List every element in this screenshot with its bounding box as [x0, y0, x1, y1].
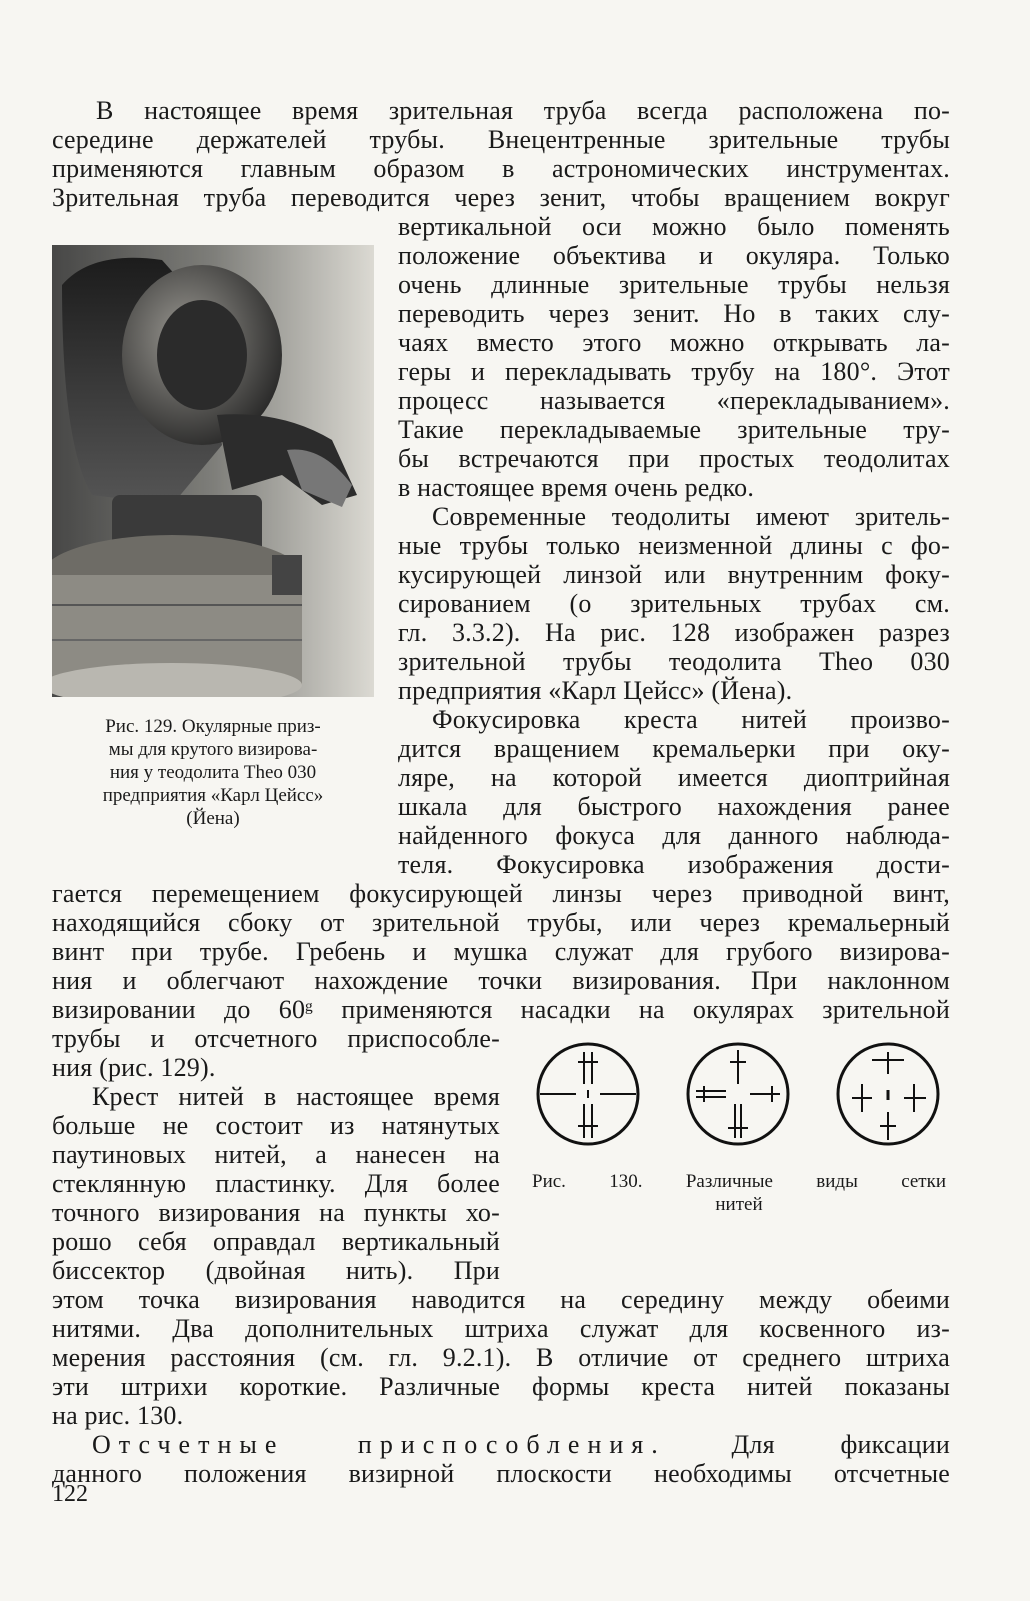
figure-129-caption-line: мы для крутого визирова-	[108, 739, 318, 760]
text-line: В настоящее время зрительная труба всегда расположена по-	[96, 96, 950, 125]
text-line: Крест нитей в настоящее время	[92, 1082, 500, 1111]
text-line: находящийся сбоку от зрительной трубы, или через кремальерный	[52, 908, 950, 937]
text-line: ния и облегчают нахождение точки визирования. При наклонном	[52, 966, 950, 995]
text-line: паутиновых нитей, а нанесен на	[52, 1140, 500, 1169]
text-line: Фокусировка креста нитей произво-	[432, 705, 950, 734]
figure-129-caption-line: ния у теодолита Theo 030	[109, 762, 317, 783]
text-line: ния (рис. 129).	[52, 1053, 216, 1082]
reticle-bisector	[538, 1044, 638, 1144]
text-line: ляре, на которой имеется диоптрийная	[398, 763, 950, 792]
section-text: Для фиксации	[731, 1430, 950, 1459]
text-line: шкала для быстрого нахождения ранее	[398, 792, 950, 821]
text-line: дится вращением кремальерки при оку-	[398, 734, 950, 763]
figure-130-caption-line: Рис. 130. Различные виды сетки	[532, 1171, 946, 1192]
text-line: мерения расстояния (см. гл. 9.2.1). В отличие от среднего штриха	[52, 1343, 950, 1372]
text-line: гл. 3.3.2). На рис. 128 изображен разрез	[398, 618, 950, 647]
text-line: очень длинные зрительные трубы нельзя	[398, 270, 950, 299]
text-line: визировании до 60ᵍ применяются насадки на окулярах зрительной	[52, 995, 950, 1024]
text-line: рошо себя оправдал вертикальный	[52, 1227, 500, 1256]
text-line: кусирующей линзой или внутренним фоку-	[398, 560, 950, 589]
text-line: Современные теодолиты имеют зритель-	[432, 502, 950, 531]
text-line: найденного фокуса для данного наблюда-	[398, 821, 950, 850]
text-line: винт при трубе. Гребень и мушка служат для грубого визирова-	[52, 937, 950, 966]
text-line: переводить через зенит. Но в таких слу-	[398, 299, 950, 328]
text-line: бы встречаются при простых теодолитах	[398, 444, 950, 473]
page-number: 122	[52, 1481, 88, 1507]
text-line: вертикальной оси можно было поменять	[398, 212, 950, 241]
text-line: чаях вместо этого можно открывать ла-	[398, 328, 950, 357]
text-line: на рис. 130.	[52, 1401, 184, 1430]
text-line: зрительной трубы теодолита Theo 030	[398, 647, 950, 676]
text-line: трубы и отсчетного приспособле-	[52, 1024, 500, 1053]
figure-129-caption-line: (Йена)	[186, 808, 240, 829]
figure-129-caption-line: предприятия «Карл Цейсс»	[102, 785, 324, 806]
figure-129-caption-line: Рис. 129. Окулярные приз-	[105, 716, 321, 737]
text-line: теля. Фокусировка изображения дости-	[398, 850, 950, 879]
figure-129-photo	[52, 245, 374, 697]
text-line: ные трубы только неизменной длины с фо-	[398, 531, 950, 560]
reticle-crosses	[838, 1044, 938, 1144]
text-line: точного визирования на пункты хо-	[52, 1198, 500, 1227]
text-line: стеклянную пластинку. Для более	[52, 1169, 500, 1198]
text-line: Такие перекладываемые зрительные тру-	[398, 415, 950, 444]
text-line: Зрительная труба переводится через зенит, чтобы вращением вокруг	[52, 183, 950, 212]
text-line: процесс называется «перекладыванием».	[398, 386, 950, 415]
text-line: этом точка визирования наводится на середину между обеими	[52, 1285, 950, 1314]
text-line: геры и перекладывать трубу на 180°. Этот	[398, 357, 950, 386]
text-line: сированием (о зрительных трубах см.	[398, 589, 950, 618]
text-line: биссектор (двойная нить). При	[52, 1256, 500, 1285]
section-heading: Отсчетные приспособления.	[92, 1430, 666, 1459]
text-line: применяются главным образом в астрономических инструментах.	[52, 154, 950, 183]
figure-130-caption-line: нитей	[715, 1194, 763, 1215]
text-line: положение объектива и окуляра. Только	[398, 241, 950, 270]
text-line: нитями. Два дополнительных штриха служат для косвенного из-	[52, 1314, 950, 1343]
text-line: гается перемещением фокусирующей линзы через приводной винт,	[52, 879, 950, 908]
reticle-double-line	[688, 1044, 788, 1144]
text-line: эти штрихи короткие. Различные формы креста нитей показаны	[52, 1372, 950, 1401]
text-line: данного положения визирной плоскости необходимы отсчетные	[52, 1459, 950, 1488]
text-line: предприятия «Карл Цейсс» (Йена).	[398, 676, 793, 705]
text-line: в настоящее время очень редко.	[398, 473, 755, 502]
section-line	[52, 1430, 950, 1459]
text-line: больше не состоит из натянутых	[52, 1111, 500, 1140]
text-line: середине держателей трубы. Внецентренные зрительные трубы	[52, 125, 950, 154]
figure-130-reticles	[532, 1038, 946, 1150]
